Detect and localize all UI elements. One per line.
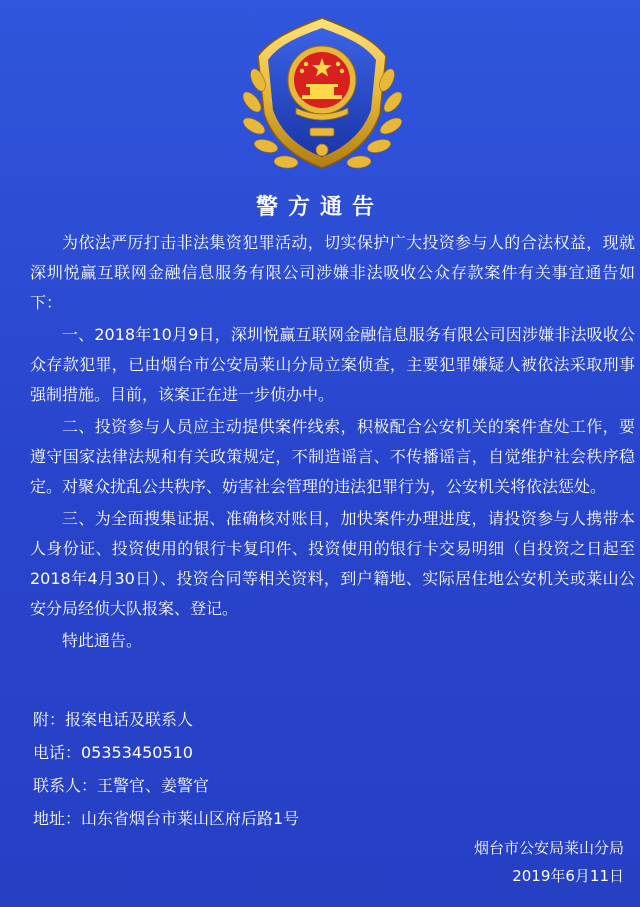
contact-header: 附：报案电话及联系人 <box>33 710 194 729</box>
contact-address: 地址：山东省烟台市莱山区府后路1号 <box>33 809 300 828</box>
signature-date: 2019年6月11日 <box>512 867 624 885</box>
paragraph-closing: 特此通告。 <box>62 631 143 650</box>
contact-phone: 电话：05353450510 <box>33 743 193 762</box>
contact-persons: 联系人：王警官、姜警官 <box>33 776 210 795</box>
paragraph-intro: 为依法严厉打击非法集资犯罪活动，切实保护广大投资参与人的合法权益，现就深圳悦赢互联网金融信息服务有限公司涉嫌非法吸收公众存款案件有关事宜通告如下： <box>30 233 635 312</box>
paragraph-item-2: 二、投资参与人员应主动提供案件线索，积极配合公安机关的案件查处工作，要遵守国家法律法规和有关政策规定，不制造谣言、不传播谣言，自觉维护社会秩序稳定。对聚众扰乱公共秩序、妨害社会管理的违法犯罪行为，公安机关将依法惩处。 <box>30 417 635 496</box>
page-title: 警方通告 <box>255 195 384 220</box>
police-emblem-icon <box>230 10 415 185</box>
paragraph-item-3: 三、为全面搜集证据、准确核对账目，加快案件办理进度，请投资参与人携带本人身份证、投资使用的银行卡复印件、投资使用的银行卡交易明细（自投资之日起至2018年4月30日）、投资合同等相关资料，到户籍地、实际居住地公安机关或莱山公安分局经侦大队报案、登记。 <box>30 509 635 618</box>
paragraph-item-1: 一、2018年10月9日，深圳悦赢互联网金融信息服务有限公司因涉嫌非法吸收公众存款犯罪，已由烟台市公安局莱山分局立案侦查，主要犯罪嫌疑人被依法采取刑事强制措施。目前，该案正在进一步侦办中。 <box>30 325 635 404</box>
signature-org: 烟台市公安局莱山分局 <box>473 839 624 857</box>
police-emblem <box>230 10 415 185</box>
notice-body <box>30 228 635 658</box>
